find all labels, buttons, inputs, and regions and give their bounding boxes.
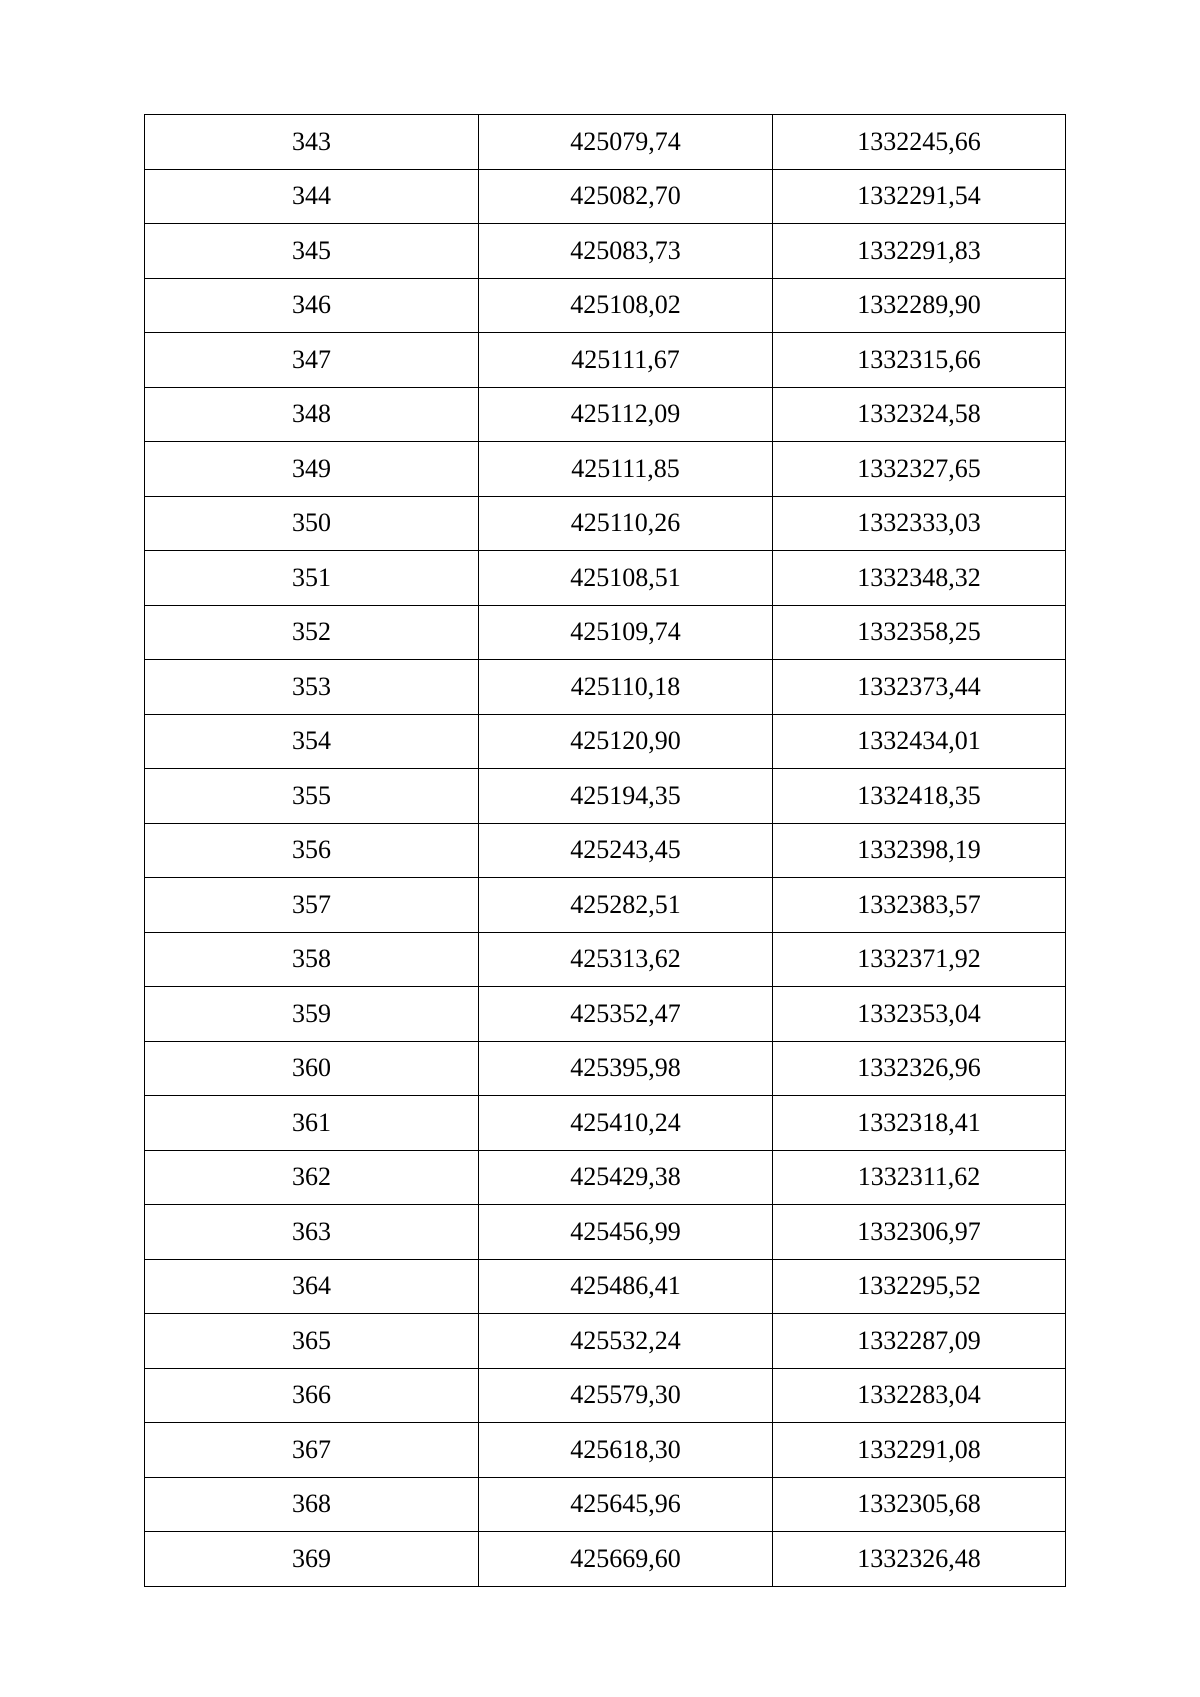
table-row bbox=[145, 115, 1066, 170]
y-coordinate-cell: 1332315,66 bbox=[773, 333, 1066, 388]
x-coordinate-cell: 425112,09 bbox=[479, 387, 773, 442]
table-row bbox=[145, 333, 1066, 388]
x-coordinate-cell: 425645,96 bbox=[479, 1477, 773, 1532]
table-row bbox=[145, 442, 1066, 497]
point-number-cell: 366 bbox=[145, 1368, 479, 1423]
table-row bbox=[145, 660, 1066, 715]
x-coordinate-cell: 425410,24 bbox=[479, 1096, 773, 1151]
y-coordinate-cell: 1332398,19 bbox=[773, 823, 1066, 878]
table-row bbox=[145, 769, 1066, 824]
point-number-cell: 352 bbox=[145, 605, 479, 660]
table-row bbox=[145, 1096, 1066, 1151]
y-coordinate-cell: 1332283,04 bbox=[773, 1368, 1066, 1423]
x-coordinate-cell: 425532,24 bbox=[479, 1314, 773, 1369]
y-coordinate-cell: 1332353,04 bbox=[773, 987, 1066, 1042]
table-row bbox=[145, 932, 1066, 987]
point-number-cell: 357 bbox=[145, 878, 479, 933]
table-row bbox=[145, 1368, 1066, 1423]
x-coordinate-cell: 425313,62 bbox=[479, 932, 773, 987]
coordinates-table bbox=[144, 114, 1066, 1587]
point-number-cell: 351 bbox=[145, 551, 479, 606]
table-row bbox=[145, 1532, 1066, 1587]
point-number-cell: 369 bbox=[145, 1532, 479, 1587]
table-row bbox=[145, 987, 1066, 1042]
table-row bbox=[145, 169, 1066, 224]
point-number-cell: 355 bbox=[145, 769, 479, 824]
x-coordinate-cell: 425486,41 bbox=[479, 1259, 773, 1314]
y-coordinate-cell: 1332327,65 bbox=[773, 442, 1066, 497]
point-number-cell: 367 bbox=[145, 1423, 479, 1478]
y-coordinate-cell: 1332291,08 bbox=[773, 1423, 1066, 1478]
point-number-cell: 354 bbox=[145, 714, 479, 769]
point-number-cell: 364 bbox=[145, 1259, 479, 1314]
point-number-cell: 360 bbox=[145, 1041, 479, 1096]
y-coordinate-cell: 1332434,01 bbox=[773, 714, 1066, 769]
point-number-cell: 362 bbox=[145, 1150, 479, 1205]
x-coordinate-cell: 425120,90 bbox=[479, 714, 773, 769]
table-row bbox=[145, 551, 1066, 606]
y-coordinate-cell: 1332373,44 bbox=[773, 660, 1066, 715]
x-coordinate-cell: 425429,38 bbox=[479, 1150, 773, 1205]
y-coordinate-cell: 1332383,57 bbox=[773, 878, 1066, 933]
point-number-cell: 361 bbox=[145, 1096, 479, 1151]
y-coordinate-cell: 1332318,41 bbox=[773, 1096, 1066, 1151]
x-coordinate-cell: 425108,51 bbox=[479, 551, 773, 606]
table-row bbox=[145, 1150, 1066, 1205]
table-row bbox=[145, 1041, 1066, 1096]
x-coordinate-cell: 425669,60 bbox=[479, 1532, 773, 1587]
x-coordinate-cell: 425111,67 bbox=[479, 333, 773, 388]
table-row bbox=[145, 224, 1066, 279]
point-number-cell: 353 bbox=[145, 660, 479, 715]
coordinates-table-body bbox=[145, 115, 1066, 1587]
x-coordinate-cell: 425079,74 bbox=[479, 115, 773, 170]
y-coordinate-cell: 1332358,25 bbox=[773, 605, 1066, 660]
table-row bbox=[145, 278, 1066, 333]
point-number-cell: 346 bbox=[145, 278, 479, 333]
x-coordinate-cell: 425108,02 bbox=[479, 278, 773, 333]
x-coordinate-cell: 425110,18 bbox=[479, 660, 773, 715]
y-coordinate-cell: 1332326,48 bbox=[773, 1532, 1066, 1587]
table-row bbox=[145, 1423, 1066, 1478]
point-number-cell: 356 bbox=[145, 823, 479, 878]
x-coordinate-cell: 425618,30 bbox=[479, 1423, 773, 1478]
x-coordinate-cell: 425111,85 bbox=[479, 442, 773, 497]
y-coordinate-cell: 1332324,58 bbox=[773, 387, 1066, 442]
point-number-cell: 348 bbox=[145, 387, 479, 442]
x-coordinate-cell: 425110,26 bbox=[479, 496, 773, 551]
point-number-cell: 349 bbox=[145, 442, 479, 497]
y-coordinate-cell: 1332418,35 bbox=[773, 769, 1066, 824]
y-coordinate-cell: 1332245,66 bbox=[773, 115, 1066, 170]
table-row bbox=[145, 823, 1066, 878]
table-row bbox=[145, 496, 1066, 551]
y-coordinate-cell: 1332348,32 bbox=[773, 551, 1066, 606]
y-coordinate-cell: 1332287,09 bbox=[773, 1314, 1066, 1369]
x-coordinate-cell: 425282,51 bbox=[479, 878, 773, 933]
table-row bbox=[145, 878, 1066, 933]
x-coordinate-cell: 425243,45 bbox=[479, 823, 773, 878]
x-coordinate-cell: 425082,70 bbox=[479, 169, 773, 224]
point-number-cell: 347 bbox=[145, 333, 479, 388]
table-row bbox=[145, 1477, 1066, 1532]
y-coordinate-cell: 1332291,83 bbox=[773, 224, 1066, 279]
y-coordinate-cell: 1332311,62 bbox=[773, 1150, 1066, 1205]
x-coordinate-cell: 425083,73 bbox=[479, 224, 773, 279]
y-coordinate-cell: 1332326,96 bbox=[773, 1041, 1066, 1096]
table-row bbox=[145, 1205, 1066, 1260]
x-coordinate-cell: 425579,30 bbox=[479, 1368, 773, 1423]
y-coordinate-cell: 1332289,90 bbox=[773, 278, 1066, 333]
y-coordinate-cell: 1332295,52 bbox=[773, 1259, 1066, 1314]
point-number-cell: 359 bbox=[145, 987, 479, 1042]
x-coordinate-cell: 425194,35 bbox=[479, 769, 773, 824]
table-row bbox=[145, 387, 1066, 442]
table-row bbox=[145, 714, 1066, 769]
x-coordinate-cell: 425109,74 bbox=[479, 605, 773, 660]
y-coordinate-cell: 1332371,92 bbox=[773, 932, 1066, 987]
point-number-cell: 365 bbox=[145, 1314, 479, 1369]
point-number-cell: 363 bbox=[145, 1205, 479, 1260]
table-row bbox=[145, 1259, 1066, 1314]
x-coordinate-cell: 425395,98 bbox=[479, 1041, 773, 1096]
point-number-cell: 343 bbox=[145, 115, 479, 170]
y-coordinate-cell: 1332306,97 bbox=[773, 1205, 1066, 1260]
point-number-cell: 344 bbox=[145, 169, 479, 224]
y-coordinate-cell: 1332305,68 bbox=[773, 1477, 1066, 1532]
point-number-cell: 368 bbox=[145, 1477, 479, 1532]
y-coordinate-cell: 1332333,03 bbox=[773, 496, 1066, 551]
x-coordinate-cell: 425352,47 bbox=[479, 987, 773, 1042]
point-number-cell: 345 bbox=[145, 224, 479, 279]
y-coordinate-cell: 1332291,54 bbox=[773, 169, 1066, 224]
x-coordinate-cell: 425456,99 bbox=[479, 1205, 773, 1260]
point-number-cell: 358 bbox=[145, 932, 479, 987]
table-row bbox=[145, 1314, 1066, 1369]
table-row bbox=[145, 605, 1066, 660]
point-number-cell: 350 bbox=[145, 496, 479, 551]
